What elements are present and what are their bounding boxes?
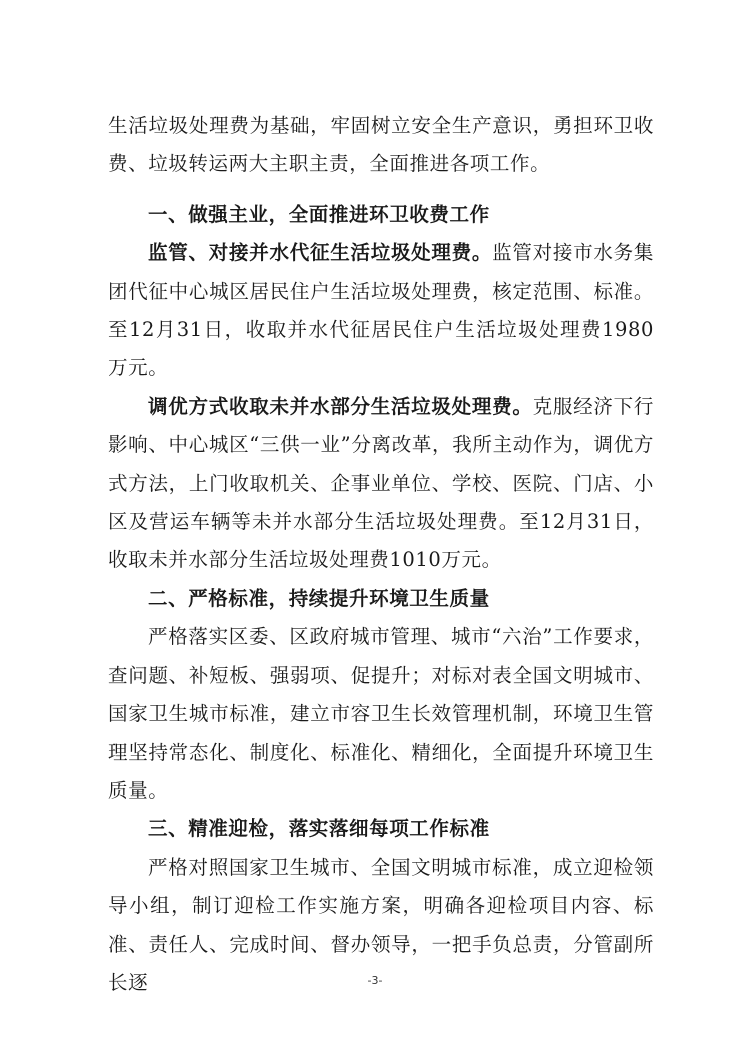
section-1-item-1 [108, 234, 654, 388]
item-1-text: 监管对接市水务集团代征中心城区居民住户生活垃圾处理费，核定范围、标准。至12月31日，收取并水代征居民住户生活垃圾处理费1980万元。 [108, 241, 654, 380]
item-1-lead: 监管、对接并水代征生活垃圾处理费。 [148, 241, 493, 265]
page-number: -3- [367, 974, 383, 987]
document-body [108, 107, 654, 1002]
section-1-heading: 一、做强主业，全面推进环卫收费工作 [148, 202, 490, 226]
section-1-item-2 [108, 388, 654, 580]
intro-paragraph: 生活垃圾处理费为基础，牢固树立安全生产意识，勇担环卫收费、垃圾转运两大主职主责，全面推进各项工作。 [108, 114, 654, 176]
item-2-lead: 调优方式收取未并水部分生活垃圾处理费。 [148, 394, 533, 418]
section-2-paragraph: 严格落实区委、区政府城市管理、城市“六治”工作要求，查问题、补短板、强弱项、促提升；对标对表全国文明城市、国家卫生城市标准，建立市容卫生长效管理机制，环境卫生管理坚持常态化、制度化、标准化、精细化，全面提升环境卫生质量。 [108, 625, 654, 802]
section-2-heading: 二、严格标准，持续提升环境卫生质量 [148, 586, 490, 610]
section-3-heading: 三、精准迎检，落实落细每项工作标准 [148, 817, 490, 841]
item-2-text: 克服经济下行影响、中心城区“三供一业”分离改革，我所主动作为，调优方式方法，上门收取机关、企事业单位、学校、医院、门店、小区及营运车辆等未并水部分生活垃圾处理费。至12月31日，收取未并水部分生活垃圾处理费1010万元。 [108, 394, 654, 572]
section-3-paragraph: 严格对照国家卫生城市、全国文明城市标准，成立迎检领导小组，制订迎检工作实施方案，明确各迎检项目内容、标准、责任人、完成时间、督办领导，一把手负总责，分管副所长逐 [108, 855, 654, 994]
